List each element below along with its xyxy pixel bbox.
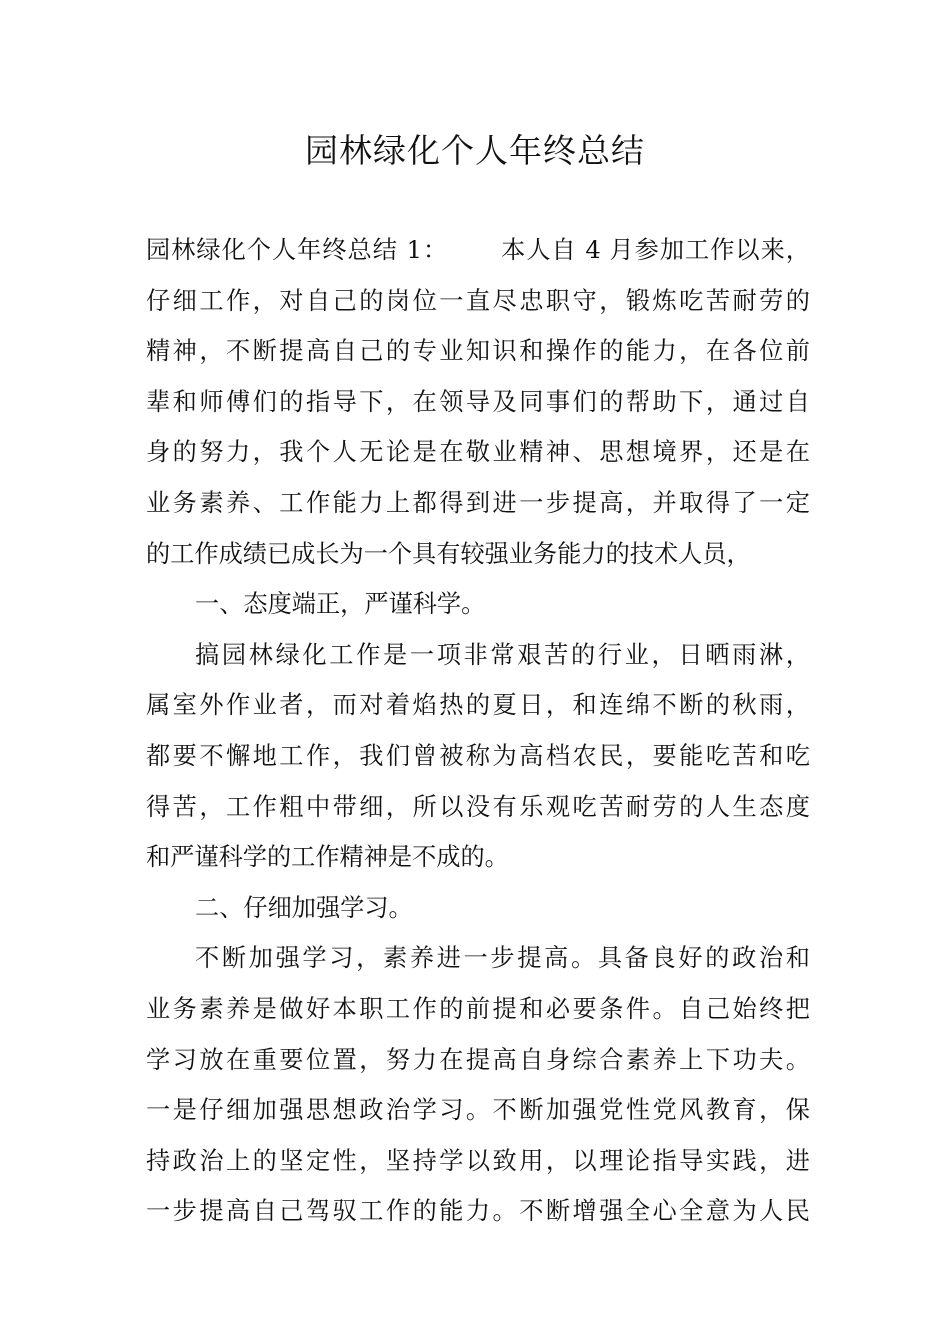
paragraph-line: 学习放在重要位置，努力在提高自身综合素养上下功夫。 (146, 1045, 810, 1074)
paragraph-line: 和严谨科学的工作精神是不成的。 (146, 843, 509, 872)
intro-label: 园林绿化个人年终总结 1： (146, 236, 449, 264)
paragraph-line: 精神，不断提高自己的专业知识和操作的能力，在各位前 (146, 337, 810, 366)
paragraph-line: 搞园林绿化工作是一项非常艰苦的行业，日晒雨淋， (195, 640, 810, 669)
paragraph-line: 持政治上的坚定性，坚持学以致用，以理论指导实践，进 (146, 1146, 810, 1175)
document-body (146, 225, 810, 1237)
paragraph-line: 仔细工作，对自己的岗位一直尽忠职守，锻炼吃苦耐劳的 (146, 286, 810, 315)
paragraph-line: 一是仔细加强思想政治学习。不断加强党性党风教育，保 (146, 1096, 810, 1125)
paragraph-line: 的工作成绩已成长为一个具有较强业务能力的技术人员， (146, 539, 751, 568)
section-heading: 一、态度端正，严谨科学。 (195, 590, 486, 619)
paragraph-line: 业务素养、工作能力上都得到进一步提高，并取得了一定 (146, 488, 810, 517)
intro-line (146, 225, 810, 276)
paragraph-line: 不断加强学习，素养进一步提高。具备良好的政治和 (195, 944, 810, 973)
paragraph-line: 一步提高自己驾驭工作的能力。不断增强全心全意为人民 (146, 1197, 810, 1226)
paragraph-line: 都要不懈地工作，我们曾被称为高档农民，要能吃苦和吃 (146, 741, 810, 770)
paragraph-line: 属室外作业者，而对着焰热的夏日，和连绵不断的秋雨， (146, 691, 810, 720)
paragraph-line: 身的努力，我个人无论是在敬业精神、思想境界，还是在 (146, 438, 810, 467)
document-title: 园林绿化个人年终总结 (305, 131, 645, 170)
paragraph-line: 辈和师傅们的指导下，在领导及同事们的帮助下，通过自 (146, 387, 810, 416)
paragraph-line: 得苦，工作粗中带细，所以没有乐观吃苦耐劳的人生态度 (146, 792, 810, 821)
section-heading: 二、仔细加强学习。 (195, 893, 413, 922)
paragraph-line: 业务素养是做好本职工作的前提和必要条件。自己始终把 (146, 994, 810, 1023)
paragraph-line: 本人自 4 月参加工作以来， (500, 236, 810, 264)
